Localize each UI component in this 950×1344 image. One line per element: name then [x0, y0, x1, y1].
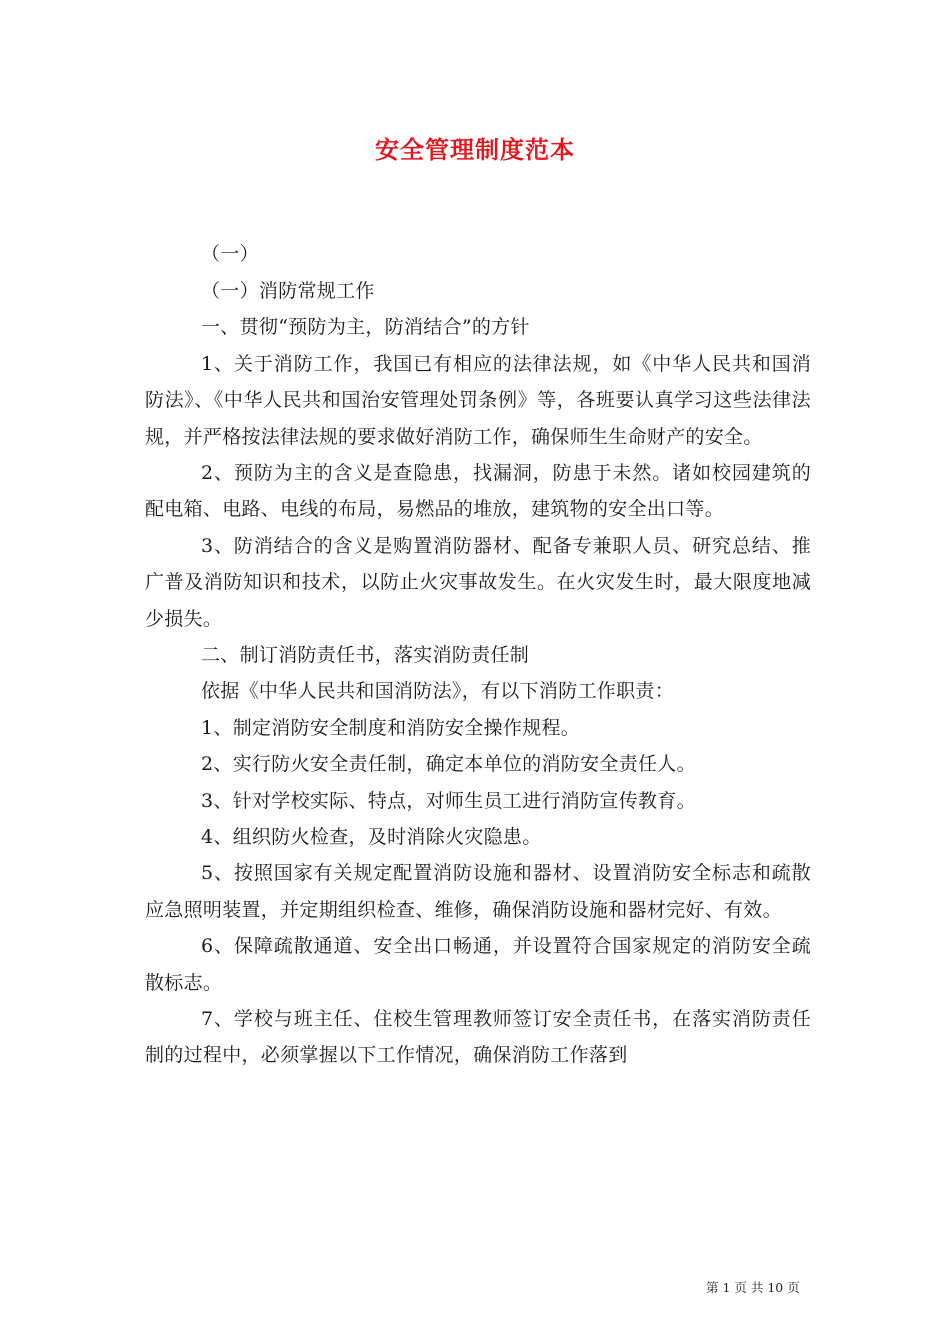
section-heading: 一、贯彻“预防为主，防消结合”的方针 [201, 316, 530, 339]
list-item: 3、针对学校实际、特点，对师生员工进行消防宣传教育。 [201, 789, 696, 812]
section-heading: 二、制订消防责任书，落实消防责任制 [201, 643, 530, 666]
document-body [145, 236, 811, 1074]
list-item: 5、按照国家有关规定配置消防设施和器材、设置消防安全标志和疏散应急照明装置，并定期组织检查、维修，确保消防设施和器材完好、有效。 [145, 862, 811, 921]
paragraph: 3、防消结合的含义是购置消防器材、配备专兼职人员、研究总结、推广普及消防知识和技术，以防止火灾事故发生。在火灾发生时，最大限度地减少损失。 [145, 534, 811, 630]
paragraph: 2、预防为主的含义是查隐患，找漏洞，防患于未然。诸如校园建筑的配电箱、电路、电线的布局，易燃品的堆放，建筑物的安全出口等。 [145, 461, 811, 521]
list-item: 7、学校与班主任、住校生管理教师签订安全责任书，在落实消防责任制的过程中，必须掌握以下工作情况，确保消防工作落到 [145, 1008, 811, 1067]
paragraph: （一） [201, 243, 259, 265]
paragraph: 依据《中华人民共和国消防法》，有以下消防工作职责： [201, 680, 675, 703]
list-item: 6、保障疏散通道、安全出口畅通，并设置符合国家规定的消防安全疏散标志。 [145, 935, 811, 994]
page-number-footer: 第 1 页 共 10 页 [706, 1280, 800, 1295]
list-item: 1、制定消防安全制度和消防安全操作规程。 [201, 716, 581, 739]
list-item: 2、实行防火安全责任制，确定本单位的消防安全责任人。 [201, 753, 696, 776]
list-item: 4、组织防火检查，及时消除火灾隐患。 [201, 826, 542, 848]
document-title: 安全管理制度范本 [375, 135, 575, 164]
paragraph: 1、关于消防工作，我国已有相应的法律法规，如《中华人民共和国消防法》、《中华人民共和国治安管理处罚条例》等，各班要认真学习这些法律法规，并严格按法律法规的要求做好消防工作，确保师生生命财产的安全。 [145, 352, 811, 448]
section-heading: （一）消防常规工作 [201, 279, 375, 302]
